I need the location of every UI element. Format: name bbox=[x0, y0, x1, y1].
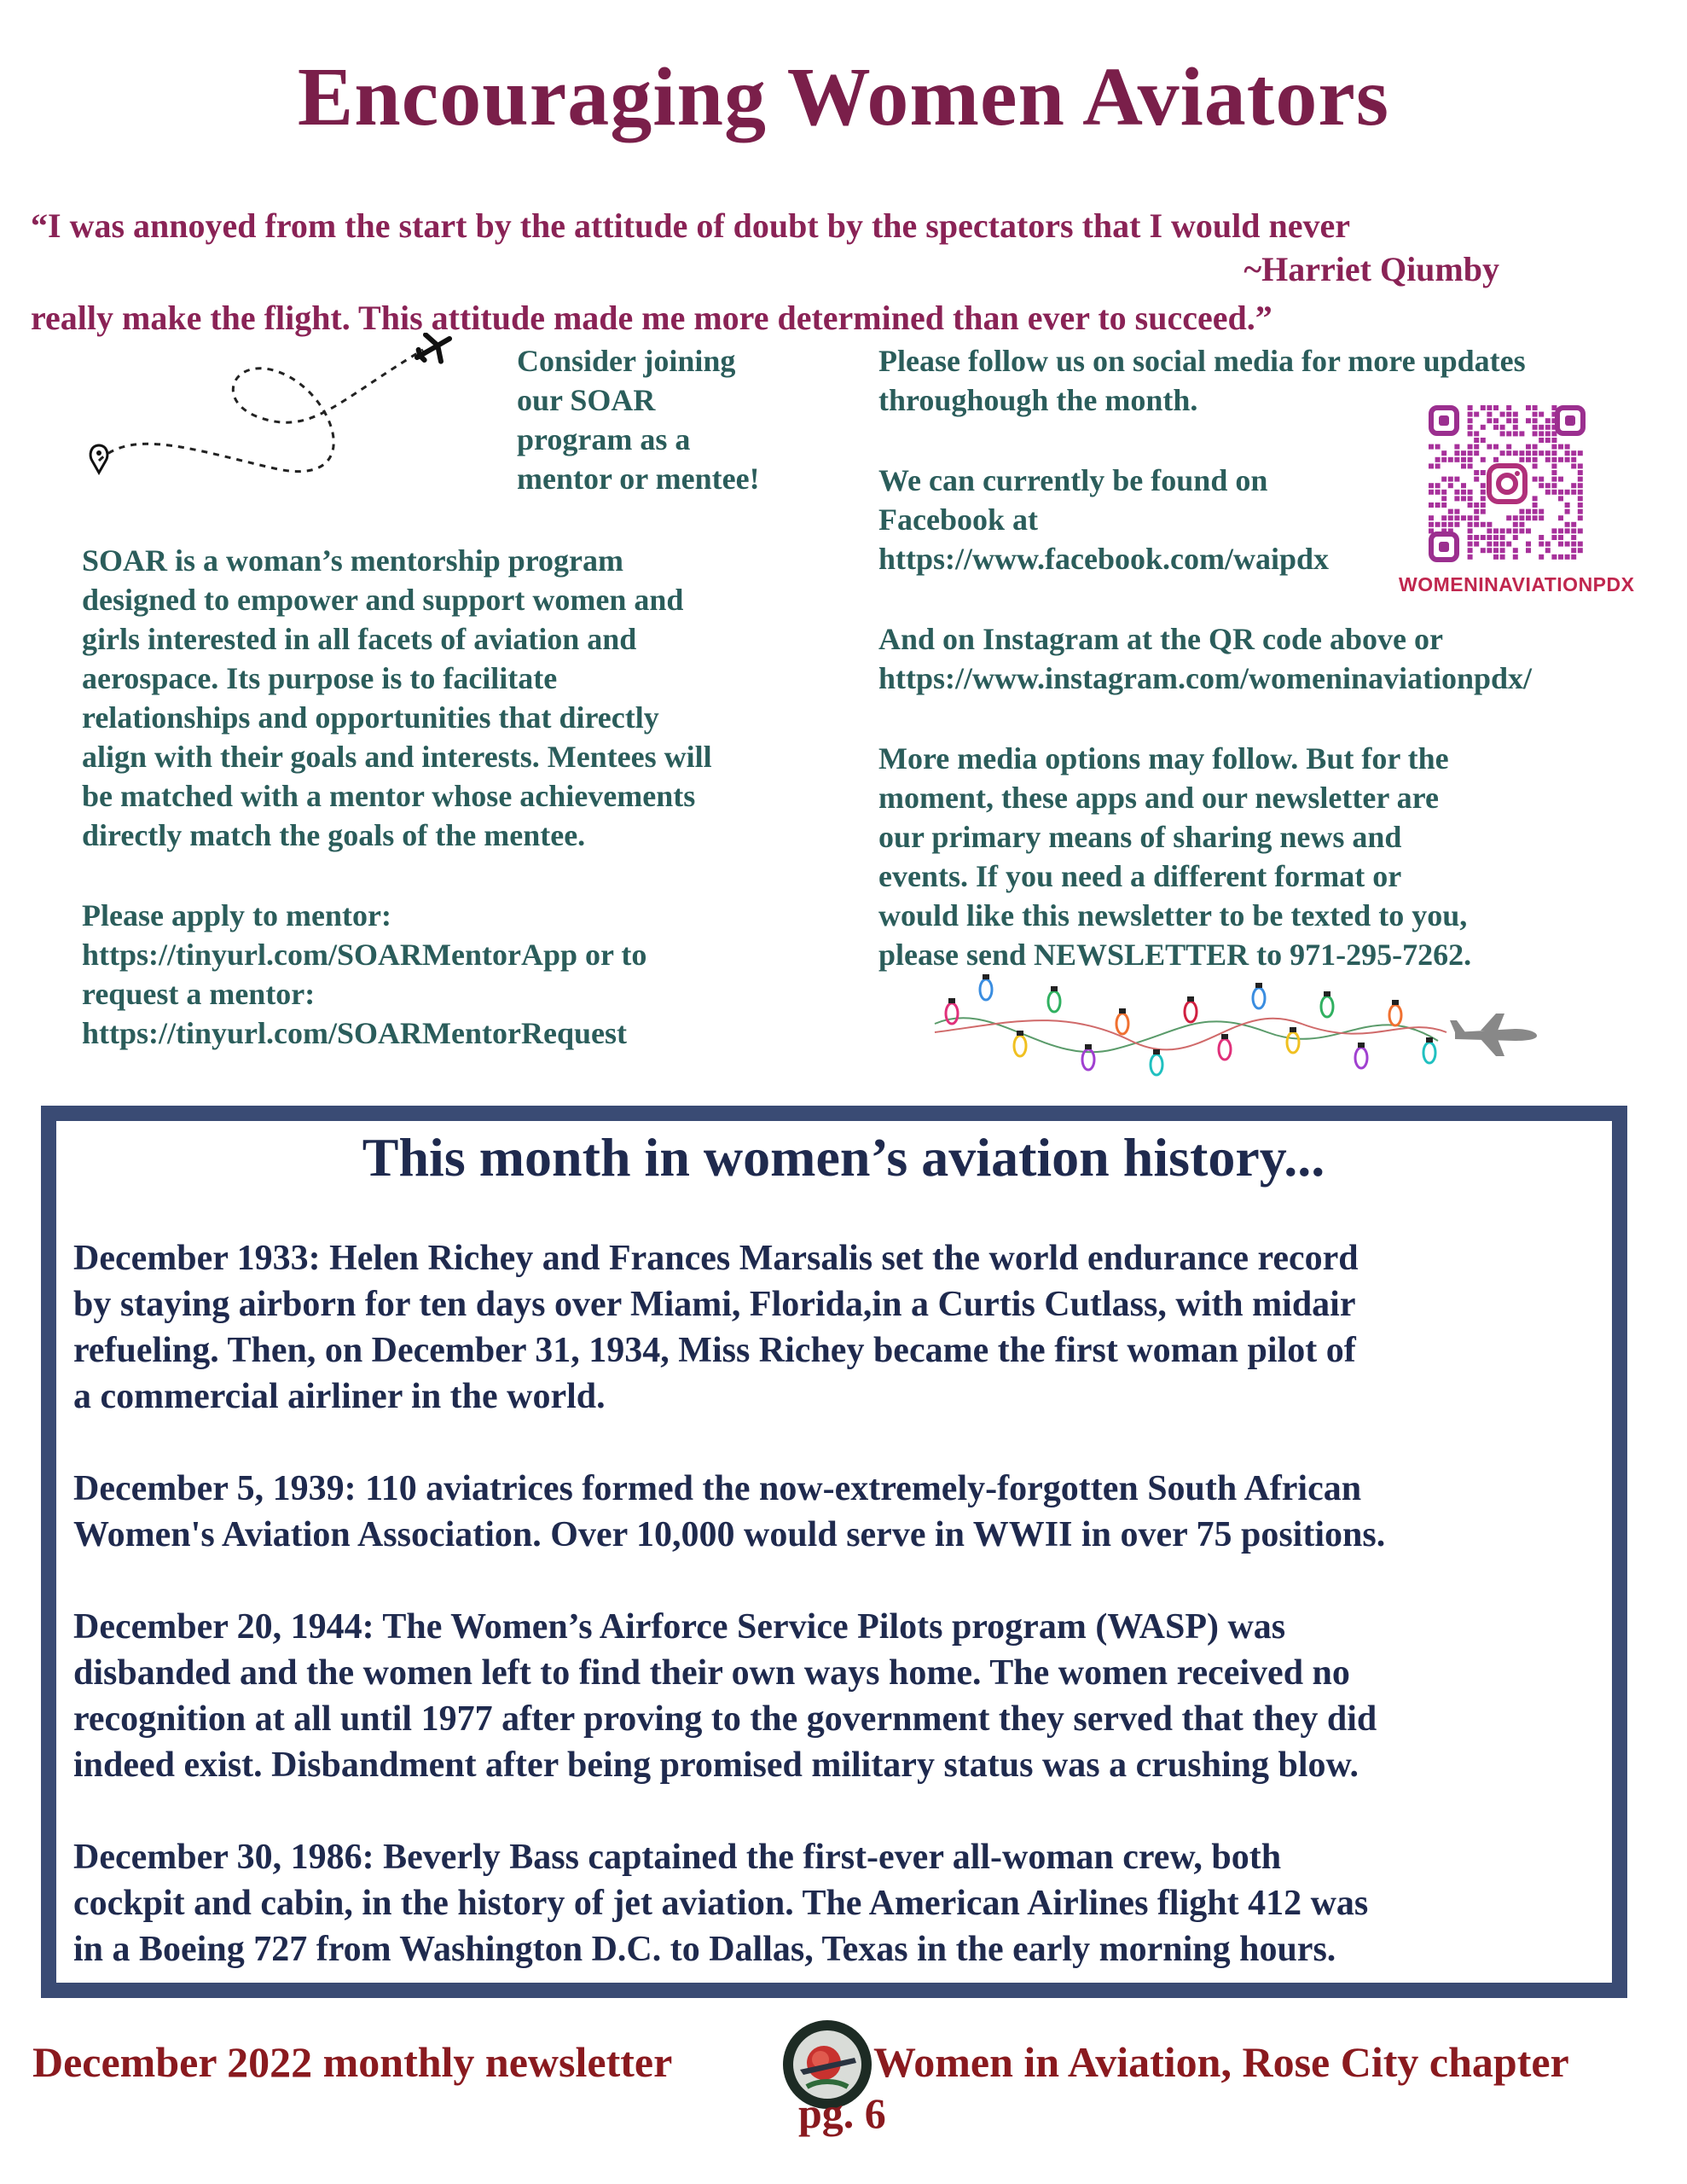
instagram-link[interactable]: https://www.instagram.com/womeninaviationpdx/ bbox=[878, 661, 1533, 695]
soar-invite-line: Consider joining bbox=[517, 344, 736, 378]
light-bulb bbox=[946, 1003, 958, 1024]
page-number: pg. 6 bbox=[798, 2089, 886, 2137]
media-options-line: our primary means of sharing news and bbox=[878, 820, 1402, 854]
media-options-line: would like this newsletter to be texted to you, bbox=[878, 898, 1468, 932]
soar-description-line: girls interested in all facets of aviation and bbox=[82, 622, 637, 656]
instagram-line: And on Instagram at the QR code above or bbox=[878, 622, 1443, 656]
soar-description bbox=[82, 541, 849, 855]
instagram-handle: WOMENINAVIATIONPDX bbox=[1399, 573, 1635, 595]
soar-invite-line: mentor or mentee! bbox=[517, 462, 760, 496]
history-entry bbox=[73, 1604, 1626, 1788]
light-bulb bbox=[1151, 1054, 1162, 1075]
facebook-line: We can currently be found on bbox=[878, 463, 1268, 497]
light-bulb bbox=[1355, 1048, 1367, 1068]
history-line: Women's Aviation Association. Over 10,000 would serve in WWII in over 75 positions. bbox=[73, 1515, 1386, 1554]
soar-mentor-app-link[interactable]: https://tinyurl.com/SOARMentorApp or to bbox=[82, 938, 647, 972]
history-line: recognition at all until 1977 after proving to the government they served that they did bbox=[73, 1699, 1377, 1739]
history-entry bbox=[73, 1834, 1626, 1972]
soar-invite-line: program as a bbox=[517, 422, 691, 456]
history-entry bbox=[73, 1235, 1626, 1420]
facebook-info bbox=[878, 461, 1407, 578]
footer-newsletter-date: December 2022 monthly newsletter bbox=[32, 2038, 673, 2086]
light-bulb bbox=[1116, 1014, 1128, 1034]
page-title: Encouraging Women Aviators bbox=[297, 51, 1390, 143]
light-bulb bbox=[1048, 991, 1060, 1012]
history-title: This month in women’s aviation history... bbox=[362, 1127, 1325, 1188]
history-line: cockpit and cabin, in the history of jet aviation. The American Airlines flight 412 was bbox=[73, 1884, 1369, 1923]
soar-description-line: aerospace. Its purpose is to facilitate bbox=[82, 661, 558, 695]
media-options-line: More media options may follow. But for the bbox=[878, 741, 1449, 775]
soar-invite bbox=[517, 341, 841, 498]
soar-description-line: designed to empower and support women and bbox=[82, 583, 684, 617]
soar-invite-line: our SOAR bbox=[517, 383, 656, 417]
light-bulb bbox=[1219, 1039, 1231, 1060]
soar-description-line: SOAR is a woman’s mentorship program bbox=[82, 543, 624, 578]
light-bulb bbox=[1253, 988, 1265, 1008]
history-line: in a Boeing 727 from Washington D.C. to Dallas, Texas in the early morning hours. bbox=[73, 1930, 1336, 1969]
social-follow-line: Please follow us on social media for more updates bbox=[878, 344, 1526, 378]
soar-description-line: align with their goals and interests. Mentees will bbox=[82, 740, 712, 774]
media-options-line: moment, these apps and our newsletter are bbox=[878, 781, 1439, 815]
history-line: by staying airborn for ten days over Miami, Florida,in a Curtis Cutlass, with midair bbox=[73, 1285, 1356, 1324]
light-bulb bbox=[1185, 1002, 1197, 1022]
instagram-info bbox=[878, 619, 1663, 698]
history-line: December 5, 1939: 110 aviatrices formed the now-extremely-forgotten South African bbox=[73, 1469, 1362, 1508]
history-line: December 20, 1944: The Women’s Airforce Service Pilots program (WASP) was bbox=[73, 1607, 1286, 1647]
christmas-lights-airplane-icon bbox=[926, 964, 1540, 1109]
soar-apply-line: request a mentor: bbox=[82, 977, 316, 1011]
soar-apply bbox=[82, 896, 849, 1053]
light-bulb bbox=[1423, 1043, 1435, 1063]
instagram-qr-code-icon[interactable] bbox=[1426, 403, 1588, 565]
history-entry bbox=[73, 1466, 1626, 1558]
media-options-line: events. If you need a different format or bbox=[878, 859, 1402, 893]
soar-description-line: relationships and opportunities that directly bbox=[82, 700, 659, 735]
facebook-line: Facebook at bbox=[878, 502, 1038, 537]
history-line: refueling. Then, on December 31, 1934, Miss Richey became the first woman pilot of bbox=[73, 1331, 1356, 1370]
dashed-flight-path-airplane-icon bbox=[82, 333, 474, 495]
quote-author: ~Harriet Qiumby bbox=[1244, 250, 1499, 288]
history-line: December 30, 1986: Beverly Bass captained the first-ever all-woman crew, both bbox=[73, 1838, 1282, 1877]
soar-description-line: be matched with a mentor whose achievements bbox=[82, 779, 696, 813]
facebook-link[interactable]: https://www.facebook.com/waipdx bbox=[878, 542, 1330, 576]
history-line: indeed exist. Disbandment after being promised military status was a crushing blow. bbox=[73, 1745, 1359, 1785]
footer-chapter-name: Women in Aviation, Rose City chapter bbox=[873, 2038, 1569, 2086]
light-bulb bbox=[1014, 1036, 1026, 1056]
social-follow-line: throughough the month. bbox=[878, 383, 1198, 417]
soar-description-line: directly match the goals of the mentee. bbox=[82, 818, 586, 852]
light-bulb bbox=[980, 979, 992, 1000]
light-bulb bbox=[1287, 1032, 1299, 1053]
quote-line: really make the flight. This attitude made me more determined than ever to succeed.” bbox=[31, 299, 1272, 337]
soar-apply-line: Please apply to mentor: bbox=[82, 898, 391, 932]
media-options bbox=[878, 739, 1629, 974]
soar-mentor-request-link[interactable]: https://tinyurl.com/SOARMentorRequest bbox=[82, 1016, 627, 1050]
light-bulb bbox=[1389, 1005, 1401, 1025]
history-line: a commercial airliner in the world. bbox=[73, 1377, 606, 1416]
history-line: disbanded and the women left to find their own ways home. The women received no bbox=[73, 1653, 1350, 1693]
media-options-line: please send NEWSLETTER to 971-295-7262. bbox=[878, 938, 1472, 972]
history-line: December 1933: Helen Richey and Frances Marsalis set the world endurance record bbox=[73, 1239, 1359, 1278]
quote-line: “I was annoyed from the start by the attitude of doubt by the spectators that I would never bbox=[31, 206, 1351, 245]
light-bulb bbox=[1321, 996, 1333, 1017]
